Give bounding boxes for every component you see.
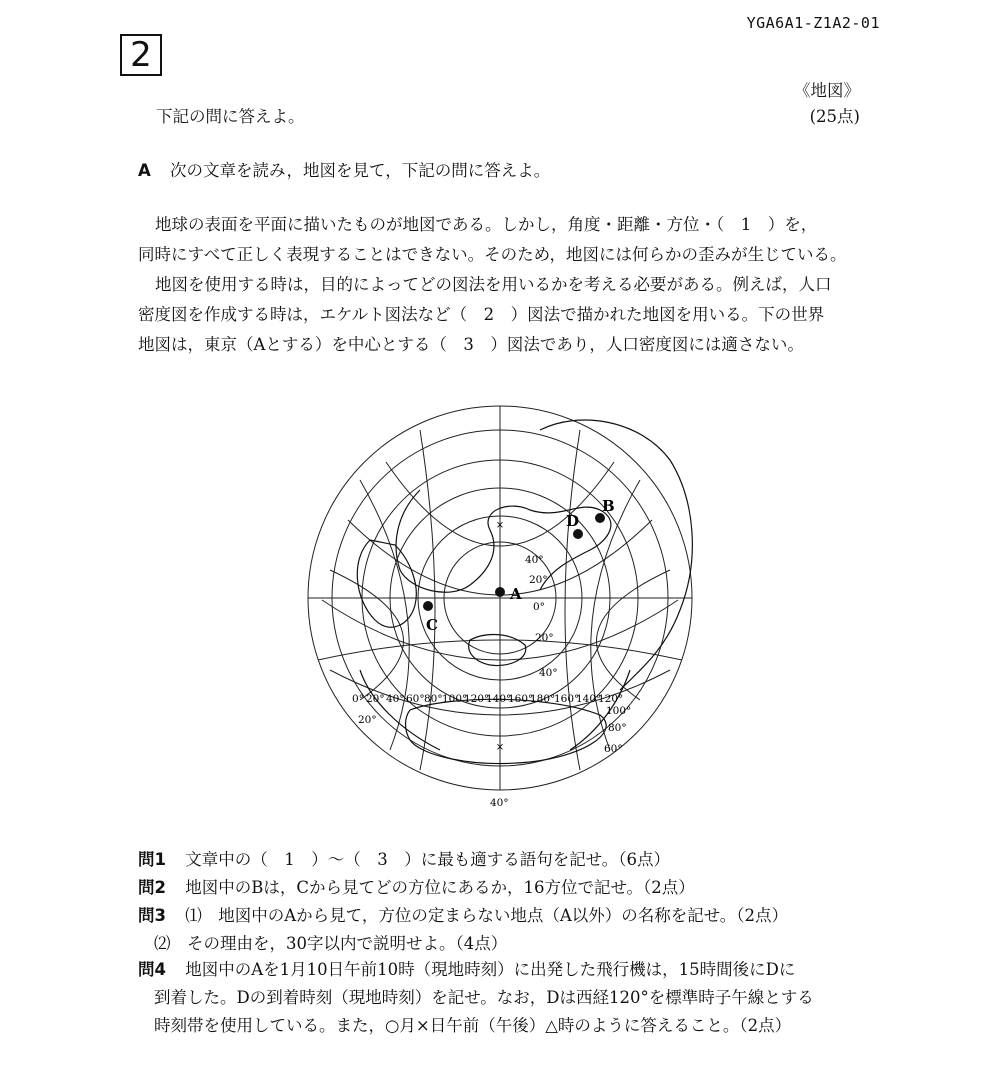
- longitude-label: 160°: [554, 693, 580, 705]
- paragraph-line: 地図は，東京（Aとする）を中心とする（ 3 ）図法であり，人口密度図には適さない。: [138, 335, 804, 354]
- question-4-line: 時刻帯を使用している。また，○月×日午前（午後）△時のように答えること。（2点）: [154, 1016, 792, 1035]
- question-3-sub1: ⑴ 地図中のAから見て，方位の定まらない地点（A以外）の名称を記せ。（2点）: [185, 906, 788, 925]
- question-2: [138, 874, 695, 902]
- latitude-label: 40°: [525, 554, 544, 566]
- latitude-label: 40°: [539, 667, 558, 679]
- point-c-marker: [423, 601, 433, 611]
- azimuthal-world-map: [300, 370, 720, 820]
- longitude-label: 140°: [486, 693, 512, 705]
- question-1-label: 問1: [138, 850, 166, 869]
- question-3-sub2: ⑵ その理由を，30字以内で説明せよ。（4点）: [154, 934, 508, 953]
- document-code: YGA6A1-Z1A2-01: [746, 14, 880, 32]
- landmass-americas: [540, 420, 692, 690]
- question-4-line: 到着した。Dの到着時刻（現地時刻）を記せ。なお，Dは西経120°を標準時子午線とする: [154, 988, 814, 1007]
- svg-text:×: ×: [495, 742, 505, 753]
- point-c-label: C: [426, 616, 438, 634]
- point-d-label: D: [566, 512, 580, 530]
- longitude-label: 120°: [598, 693, 624, 705]
- section-a-paragraph: [138, 210, 868, 360]
- question-2-label: 問2: [138, 878, 166, 897]
- latitude-label: 20°: [529, 574, 548, 586]
- longitude-label: 120°: [464, 693, 490, 705]
- latitude-label: 100°: [606, 705, 632, 717]
- section-a-label: A: [138, 161, 151, 180]
- paragraph-line: 密度図を作成する時は，エケルト図法など（ 2 ）図法で描かれた地図を用いる。下の世界: [138, 305, 825, 324]
- longitude-label: 60°: [406, 693, 425, 705]
- longitude-label: 140°: [576, 693, 602, 705]
- longitude-label: 100°: [442, 693, 468, 705]
- longitude-label: 20°: [366, 693, 385, 705]
- latitude-label: 40°: [490, 797, 509, 809]
- section-a-heading: [138, 156, 550, 186]
- paragraph-line: 地球の表面を平面に描いたものが地図である。しかし，角度・距離・方位・（ 1 ）を，: [155, 215, 818, 234]
- section-a-intro: 次の文章を読み，地図を見て，下記の問に答えよ。: [170, 161, 551, 180]
- question-number-box: 2: [120, 34, 162, 76]
- question-1-text: 文章中の（ 1 ）～（ 3 ）に最も適する語句を記せ。（6点）: [185, 850, 670, 869]
- point-b-label: B: [602, 497, 615, 515]
- latitude-label: 80°: [608, 722, 627, 734]
- question-3-label: 問3: [138, 906, 166, 925]
- question-4-line: 地図中のAを1月10日午前10時（現地時刻）に出発した飛行機は，15時間後にDに: [185, 960, 796, 979]
- question-4: [138, 956, 795, 984]
- question-2-text: 地図中のBは，Cから見てどの方位にあるか，16方位で記せ。（2点）: [185, 878, 695, 897]
- question-4-label: 問4: [138, 960, 166, 979]
- point-a-label: A: [510, 585, 522, 603]
- latitude-label: 60°: [604, 743, 623, 755]
- subject-label: 《地図》: [794, 81, 860, 100]
- paragraph-line: 同時にすべて正しく表現することはできない。そのため，地図には何らかの歪みが生じている。: [138, 245, 847, 264]
- instruction: 下記の問に答えよ。: [156, 107, 305, 126]
- longitude-label: 0°: [352, 693, 364, 705]
- svg-text:×: ×: [495, 520, 505, 531]
- longitude-label: 80°: [424, 693, 443, 705]
- point-a-marker: [495, 587, 505, 597]
- points-total: (25点): [809, 107, 860, 126]
- point-d-marker: [573, 529, 583, 539]
- longitude-label: 40°: [386, 693, 405, 705]
- question-3: [138, 902, 788, 930]
- latitude-label: 0°: [533, 601, 545, 613]
- landmass-australia: [469, 635, 526, 666]
- question-1: [138, 846, 670, 874]
- longitude-label: 160°: [508, 693, 534, 705]
- paragraph-line: 地図を使用する時は，目的によってどの図法を用いるかを考える必要がある。例えば，人口: [155, 275, 832, 294]
- latitude-label: 20°: [358, 714, 377, 726]
- latitude-label: 20°: [535, 632, 554, 644]
- longitude-label: 180°: [530, 693, 556, 705]
